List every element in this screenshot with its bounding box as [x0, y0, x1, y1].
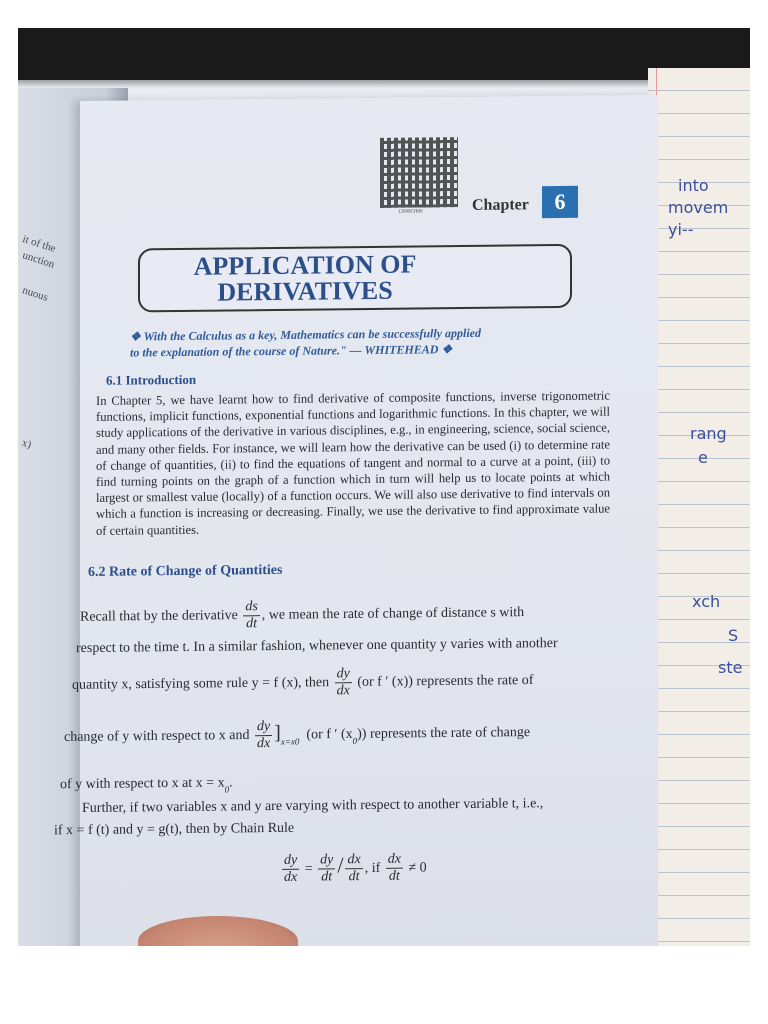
handwriting: S	[728, 626, 739, 645]
text-line: Further, if two variables x and y are varying with respect to another variable t, i.e.,	[82, 796, 544, 817]
section-heading: 6.1 Introduction	[106, 371, 197, 388]
fraction: $\frac{dy}{dx}$	[256, 719, 271, 752]
left-fragment: x)	[20, 436, 33, 452]
handwriting: movem	[668, 198, 729, 217]
handwriting: into	[678, 176, 709, 195]
text-line: if x = f (t) and y = g(t), then by Chain Rule	[54, 820, 295, 839]
left-fragment: it of the	[20, 233, 58, 255]
handwriting: e	[698, 448, 708, 467]
epigraph	[130, 324, 580, 361]
qr-code-icon	[380, 137, 458, 208]
left-fragment: nuous	[20, 284, 50, 304]
left-fragment: unction	[20, 249, 57, 271]
photo-frame	[18, 28, 750, 946]
fraction: $\frac{dy}{dt}$	[320, 852, 334, 885]
text-line: change of y with respect to x and $\frac{dy}{dx}$ ]$_{x=x0}$ (or f ′ $(x_0)$) represents the rate of change	[64, 719, 531, 752]
handwriting: yi--	[668, 220, 694, 239]
chapter-title-line2: DERIVATIVES	[217, 275, 393, 307]
section-heading: 6.2 Rate of Change of Quantities	[88, 562, 283, 580]
text-line: respect to the time t. In a similar fashion, whenever one quantity y varies with another	[76, 636, 558, 657]
chapter-title-line1: APPLICATION OF	[193, 249, 417, 281]
epigraph-line1: With the Calculus as a key, Mathematics can be successfully applied	[143, 325, 482, 344]
text-line: quantity x, satisfying some rule y = f (x), then $\frac{dy}{dx}$ (or f ′ (x)) represents the rate of	[72, 666, 534, 699]
fraction: $\frac{dy}{dx}$	[284, 853, 298, 886]
dark-background	[18, 28, 750, 80]
textbook-page	[54, 95, 658, 946]
epigraph-line2: to the explanation of the course of Nature." — WHITEHEAD	[130, 342, 439, 360]
fraction: $\frac{dx}{dt}$	[347, 852, 361, 885]
intro-paragraph: In Chapter 5, we have learnt how to find derivative of composite functions, inverse trigonometric functions, implicit functions, exponential functions and logarithmic functions. In this chapter, we will study applications of the derivative in various disciplines, e.g., in engineering, science, social science, and many other fields. For instance, we will learn how the derivative can be used (i) to determine rate of change of quantities, (ii) to find the equations of tangent and normal to a curve at a point, (iii) to find turning points on the graph of a function which in turn will help us to locate points at which largest or smallest value (locally) of a function occurs. We will also use derivative to find intervals on which a function is increasing or decreasing. Finally, we use the derivative to find approximate value of certain quantities.	[96, 388, 610, 538]
text-line: of y with respect to x at $x = x_0$.	[60, 775, 233, 795]
chapter-label: Chapter	[472, 196, 529, 214]
fraction: $\frac{ds}{dt}$	[245, 599, 258, 632]
text-line: Recall that by the derivative $\frac{ds}{dt}$ , we mean the rate of change of distance s with	[80, 599, 525, 632]
chain-rule-equation: $\frac{dy}{dx}$ = $\frac{dy}{dt}$ / $\frac{dx}{dt}$ , if $\frac{dx}{dt}$ ≠ 0	[284, 851, 427, 886]
handwriting: xch	[692, 592, 721, 611]
fraction: $\frac{dx}{dt}$	[387, 851, 401, 885]
chapter-title-box	[138, 244, 572, 313]
diamond-icon: ❖	[441, 342, 453, 357]
handwriting: rang	[690, 424, 727, 443]
handwriting: ste	[718, 658, 743, 677]
diamond-icon: ❖	[130, 329, 141, 344]
notebook-page	[648, 68, 750, 946]
qr-id: 12099CH06	[398, 209, 423, 215]
chapter-number: 6	[542, 186, 578, 218]
chapter-title	[140, 251, 470, 306]
fraction: $\frac{dy}{dx}$	[336, 666, 350, 699]
